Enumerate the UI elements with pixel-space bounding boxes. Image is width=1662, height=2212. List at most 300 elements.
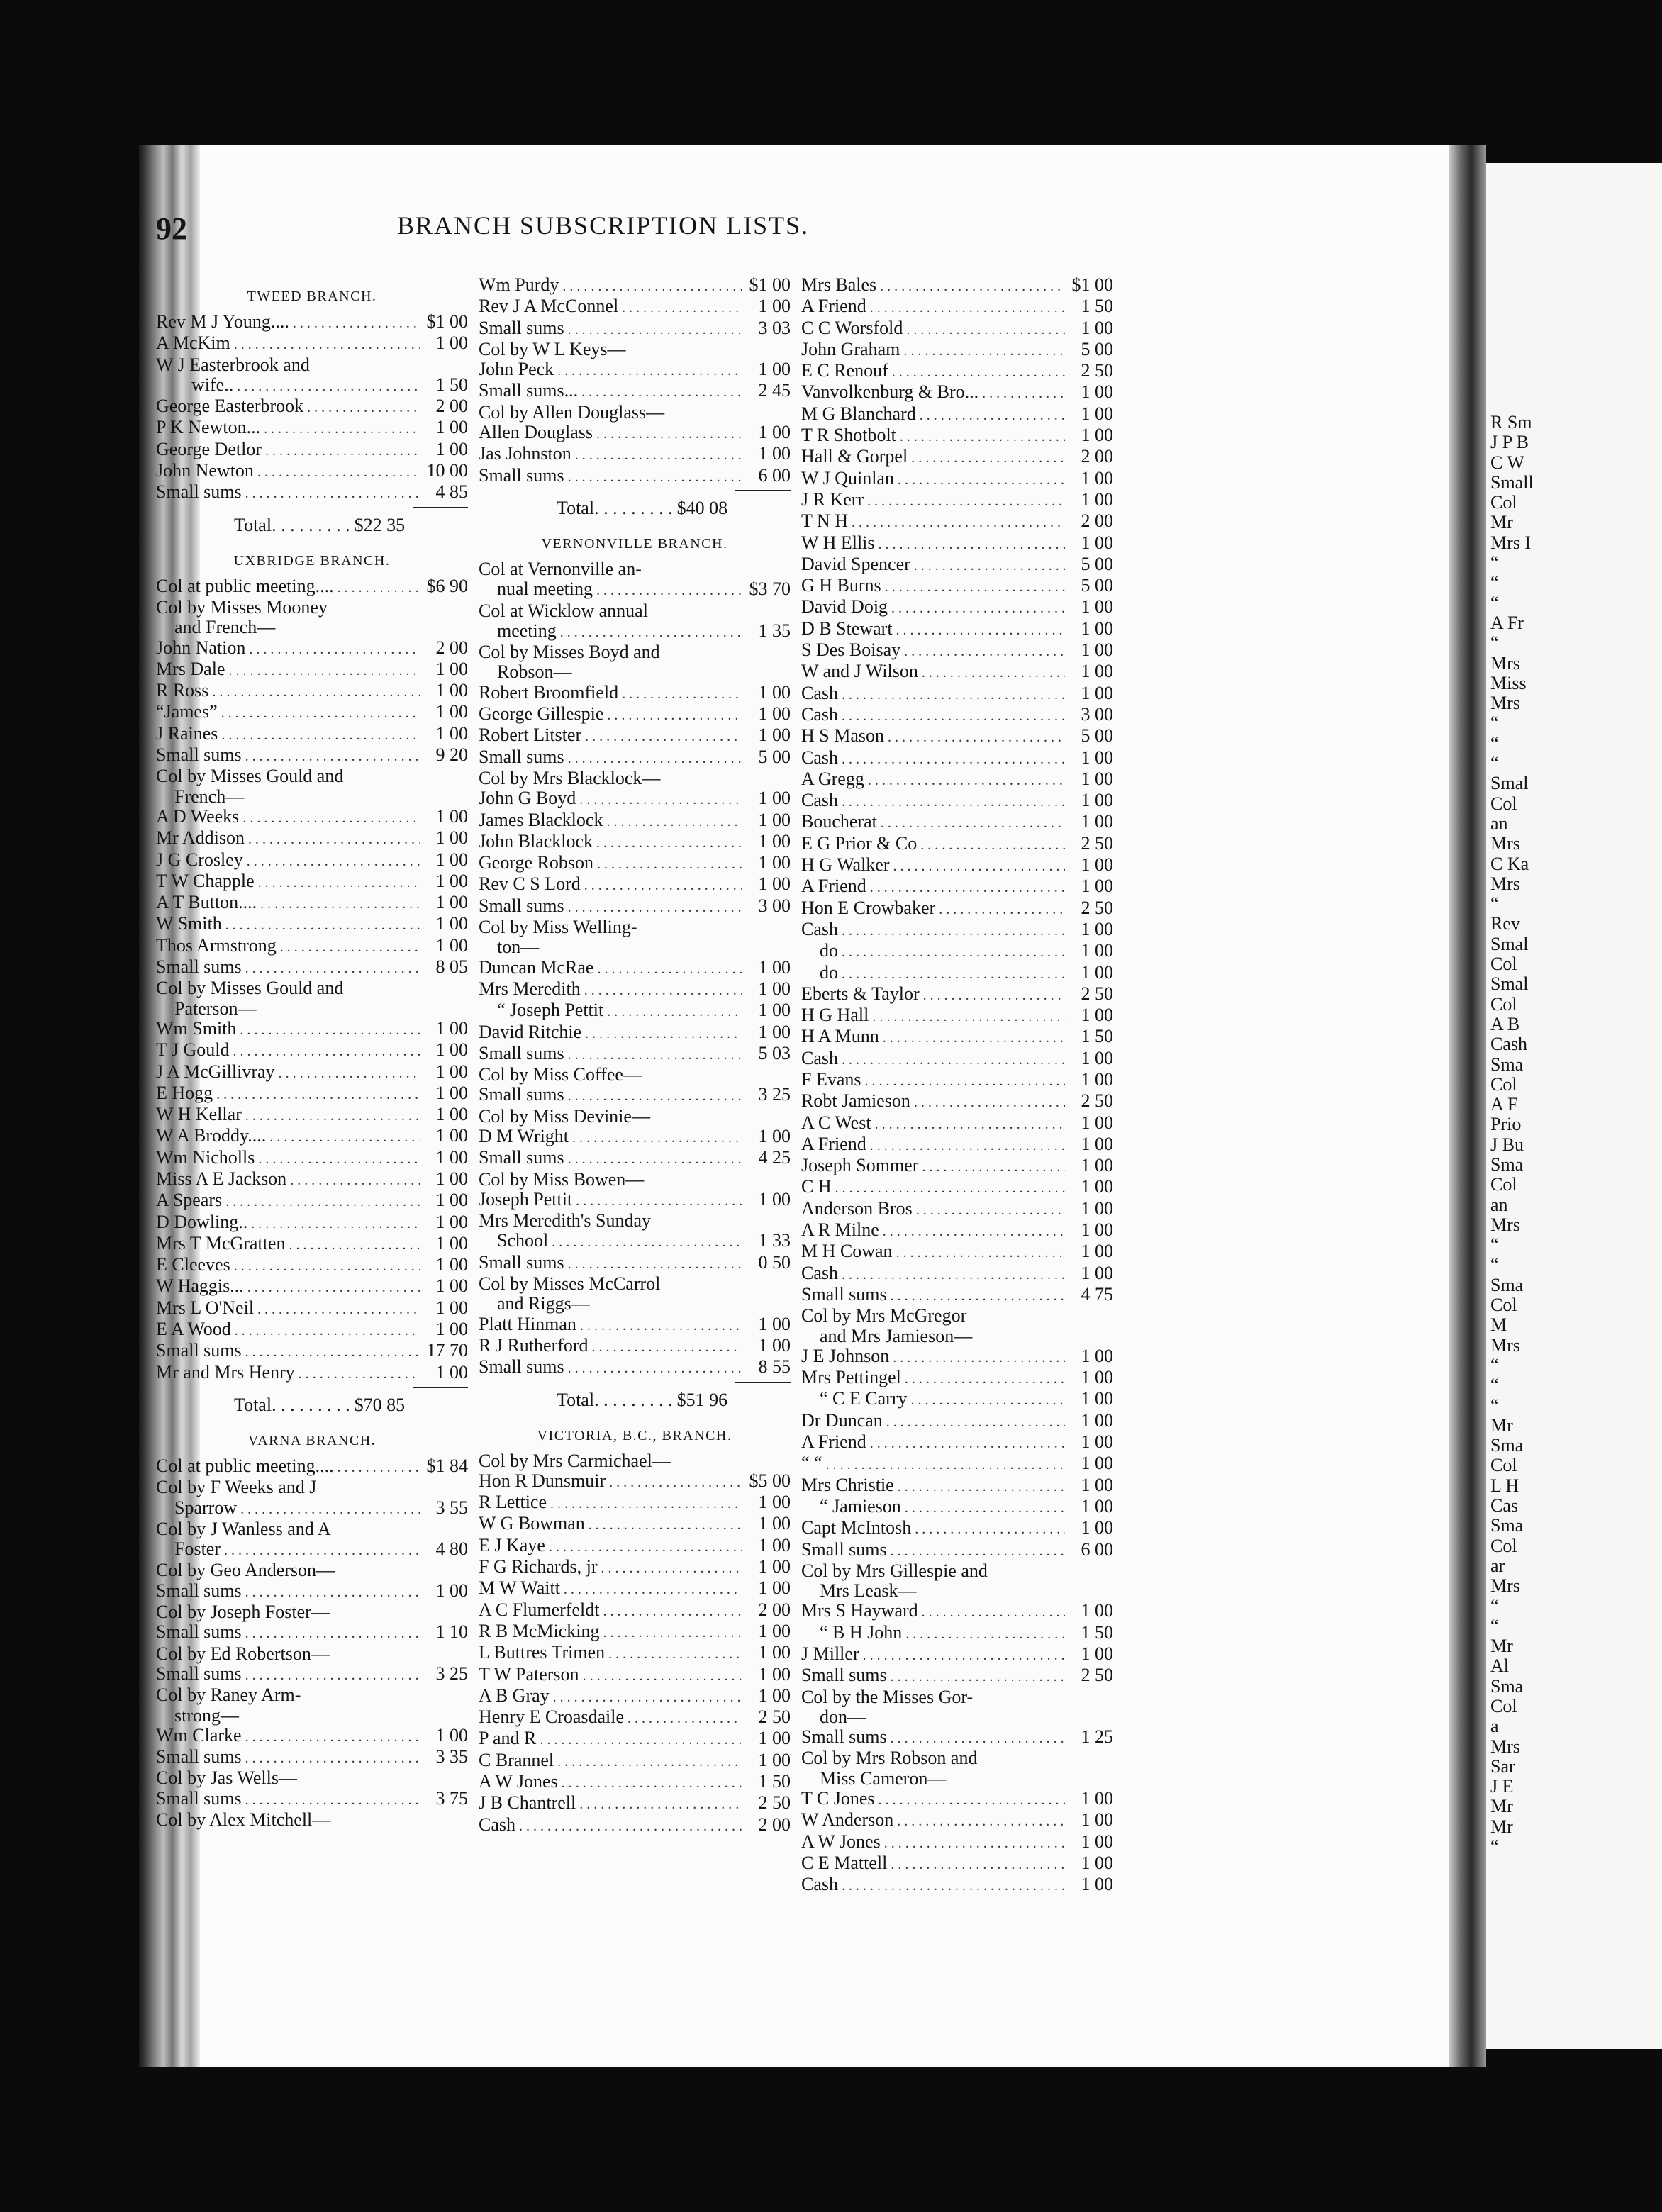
donation-amount: 1 00: [435, 1254, 468, 1275]
subscription-entry: [801, 1665, 1113, 1687]
subscription-entry: [156, 461, 468, 482]
subscription-entry: [156, 1083, 468, 1105]
collector-line: Col by Geo Anderson—: [156, 1560, 335, 1581]
next-page-line: “: [1490, 1595, 1499, 1616]
subscription-entry: [156, 828, 468, 849]
subscription-entry: [801, 1518, 1113, 1539]
donor-name: Cash . . .: [801, 1263, 1065, 1285]
donor-name: T W Paterson . . .: [479, 1665, 742, 1686]
donor-name: E Cleeves . . .: [156, 1255, 420, 1276]
subscription-entry: [801, 1453, 1113, 1475]
subscription-entry: [801, 1368, 1113, 1389]
next-page-line: Mrs: [1490, 1575, 1520, 1597]
donor-name: Cash . . .: [801, 748, 1065, 769]
donor-name: Mrs T McGratten . . .: [156, 1234, 420, 1255]
donor-name: Small sums . . .: [156, 745, 420, 766]
subscription-entry: [479, 1772, 791, 1793]
donor-name: T C Jones . . .: [801, 1789, 1065, 1810]
donation-amount: 1 00: [435, 1168, 468, 1189]
donor-name: A C Flumerfeldt . . .: [479, 1600, 742, 1621]
subscription-entry: [479, 1643, 791, 1664]
subscription-entry: [801, 726, 1113, 747]
donor-name: Small sums . . .: [156, 482, 420, 503]
donation-amount: 1 50: [758, 1771, 791, 1792]
subscription-entry: [801, 597, 1113, 618]
donor-name: Dr Duncan . . .: [801, 1411, 1065, 1432]
donation-amount: 1 00: [1081, 1155, 1113, 1176]
next-page-line: Smal: [1490, 773, 1529, 794]
donor-name: M W Waitt . . .: [479, 1578, 742, 1599]
donation-amount: 1 00: [435, 1580, 468, 1601]
donor-name: Mrs Bales . . .: [801, 275, 1065, 296]
donation-amount: $1 84: [426, 1455, 468, 1476]
subscription-entry: [801, 791, 1113, 812]
donor-name: A C West . . .: [801, 1113, 1065, 1134]
next-page-line: Miss: [1490, 672, 1527, 693]
donation-amount: 1 00: [435, 1061, 468, 1082]
subscription-entry: [801, 683, 1113, 705]
subscription-entry: [801, 1177, 1113, 1198]
collector-line: Col by Allen Douglass—: [479, 401, 665, 423]
donation-amount: 1 00: [1081, 811, 1113, 832]
donor-name: Robert Broomfield . . .: [479, 683, 742, 704]
subscription-entry: [156, 1319, 468, 1341]
next-page-line: Col: [1490, 492, 1517, 513]
collector-line: Col by Mrs McGregor: [801, 1305, 967, 1326]
donation-amount: 1 00: [758, 703, 791, 725]
donation-amount: 1 00: [758, 1021, 791, 1042]
next-page-line: A F: [1490, 1094, 1518, 1115]
donor-name: J A McGillivray . . .: [156, 1062, 420, 1083]
donor-name: W and J Wilson . . .: [801, 661, 1065, 683]
donor-name: D B Stewart . . .: [801, 619, 1065, 640]
donation-amount: 1 50: [1081, 296, 1113, 317]
donor-name: W H Ellis . . .: [801, 533, 1065, 554]
subscription-entry: [156, 1212, 468, 1234]
donation-amount: 8 05: [435, 956, 468, 978]
total-leader: . . . . . . . . .: [594, 497, 673, 518]
donation-amount: 1 00: [1081, 1005, 1113, 1026]
subscription-entry: [156, 1276, 468, 1297]
donor-name: A W Jones . . .: [479, 1772, 742, 1793]
collector-line: Col by W L Keys—: [479, 338, 626, 359]
donor-name: J Raines . . .: [156, 724, 420, 745]
next-page-line: Sma: [1490, 1154, 1524, 1175]
donation-amount: 1 00: [435, 1039, 468, 1061]
branch-heading: VERNONVILLE BRANCH.: [541, 535, 728, 552]
subscription-entry: [156, 1498, 468, 1519]
donation-amount: 2 00: [1081, 446, 1113, 467]
donor-name: E J Kaye . . .: [479, 1536, 742, 1557]
donation-amount: 1 00: [1081, 1453, 1113, 1474]
donation-amount: 1 35: [758, 620, 791, 641]
subscription-entry: [156, 482, 468, 503]
donor-name: T R Shotbolt . . .: [801, 425, 1065, 447]
donor-name: James Blacklock . . .: [479, 810, 742, 832]
donor-name: Small sums . . .: [479, 747, 742, 769]
next-page-line: “: [1490, 552, 1499, 574]
next-page-line: L H: [1490, 1475, 1519, 1496]
donation-amount: 1 00: [1081, 596, 1113, 618]
donor-name: P K Newton... . . .: [156, 418, 420, 439]
subscription-entry: [156, 1298, 468, 1319]
subscription-entry: [801, 1389, 1113, 1410]
donor-name: E Hogg . . .: [156, 1083, 420, 1105]
donation-amount: 1 00: [1081, 1133, 1113, 1154]
donor-name: W Anderson . . .: [801, 1810, 1065, 1831]
next-page-line: a: [1490, 1716, 1499, 1737]
next-page-line: Mr: [1490, 1816, 1513, 1837]
subscription-entry: [801, 425, 1113, 447]
subscription-entry: [156, 1747, 468, 1768]
donation-amount: 1 00: [758, 1620, 791, 1641]
donor-name: Small sums . . .: [156, 957, 420, 978]
donation-amount: 5 03: [758, 1042, 791, 1063]
next-page-line: J P B: [1490, 432, 1529, 453]
subscription-entry: [156, 724, 468, 745]
total-leader: . . . . . . . . .: [594, 1389, 673, 1410]
next-page-line: A Fr: [1490, 612, 1524, 633]
subscription-entry: [801, 1027, 1113, 1048]
next-page-line: “: [1490, 632, 1499, 654]
donation-amount: 1 00: [435, 417, 468, 438]
subscription-entry: [156, 1456, 468, 1478]
donation-amount: 1 00: [1081, 854, 1113, 876]
next-page-line: Cash: [1490, 1034, 1527, 1055]
next-page-line: Col: [1490, 1696, 1517, 1716]
subscription-entry: [801, 296, 1113, 318]
donor-name: Mr and Mrs Henry . . .: [156, 1363, 420, 1384]
subscription-entry: [156, 957, 468, 978]
subscription-entry: [479, 423, 791, 444]
donor-name: John G Boyd . . .: [479, 788, 742, 810]
donation-amount: 1 00: [1081, 1068, 1113, 1090]
subscription-entry: [479, 747, 791, 769]
donation-amount: 1 00: [758, 1492, 791, 1513]
subscription-entry: [801, 1832, 1113, 1853]
subscription-entry: [801, 1005, 1113, 1027]
donor-name: School . . .: [497, 1231, 742, 1252]
next-page-line: R Sm: [1490, 412, 1532, 432]
donor-name: Small sums . . .: [156, 1622, 420, 1643]
donor-name: S Des Boisay . . .: [801, 640, 1065, 661]
subscription-entry: [801, 554, 1113, 576]
subscription-entry: [156, 396, 468, 418]
branch-heading: VICTORIA, B.C., BRANCH.: [537, 1427, 732, 1443]
next-page-line: Mrs: [1490, 1736, 1520, 1757]
donation-amount: 1 00: [1081, 918, 1113, 939]
subscription-entry: [156, 914, 468, 935]
next-page-line: Smal: [1490, 933, 1529, 954]
donation-amount: 1 50: [435, 374, 468, 395]
total-amount: $40 08: [676, 497, 728, 518]
subscription-entry: [156, 702, 468, 723]
donation-amount: 1 00: [758, 852, 791, 873]
donation-amount: 1 00: [435, 827, 468, 849]
next-page-line: Col: [1490, 954, 1517, 975]
donation-amount: 1 00: [435, 438, 468, 459]
donation-amount: 5 00: [1081, 338, 1113, 359]
donor-name: Wm Clarke . . .: [156, 1726, 420, 1747]
subscription-entry: [156, 1148, 468, 1169]
subscription-entry: [479, 704, 791, 725]
subscription-entry: [801, 1540, 1113, 1561]
donor-name: Mrs S Hayward . . .: [801, 1601, 1065, 1622]
subscription-entry: [801, 812, 1113, 833]
donation-amount: 1 00: [435, 870, 468, 891]
subscription-entry: [479, 1148, 791, 1169]
subscription-entry: [156, 850, 468, 871]
donor-name: A McKim . . .: [156, 333, 420, 354]
donation-amount: 1 00: [758, 1556, 791, 1577]
subscription-entry: [156, 659, 468, 681]
collector-line: Col by Joseph Foster—: [156, 1602, 330, 1623]
donor-name: Small sums . . .: [156, 1581, 420, 1602]
branch-heading: VARNA BRANCH.: [247, 1432, 377, 1448]
donor-name: Hon R Dunsmuir . . .: [479, 1471, 742, 1492]
donation-amount: 1 00: [758, 1642, 791, 1663]
donor-name: E A Wood . . .: [156, 1319, 420, 1341]
next-page-line: Sma: [1490, 1054, 1524, 1075]
donation-amount: 5 00: [1081, 575, 1113, 596]
donor-name: John Blacklock . . .: [479, 832, 742, 853]
donor-name: E C Renouf . . .: [801, 361, 1065, 382]
collector-line: and Mrs Jamieson—: [820, 1325, 973, 1346]
donor-name: “ “ . . .: [801, 1453, 1065, 1475]
donor-name: “ Jamieson . . .: [820, 1497, 1065, 1518]
subscription-entry: [479, 1000, 791, 1022]
donor-name: J G Crosley . . .: [156, 850, 420, 871]
donor-name: John Nation . . .: [156, 638, 420, 659]
subscription-entry: [479, 1357, 791, 1378]
next-page-line: Smal: [1490, 973, 1529, 995]
subscription-entry: [801, 1346, 1113, 1368]
subscription-entry: [801, 1789, 1113, 1810]
total-rule: [413, 1387, 468, 1388]
donation-amount: 1 00: [435, 805, 468, 827]
donation-amount: $1 00: [749, 274, 791, 295]
donation-amount: 1 00: [758, 978, 791, 999]
donor-name: Mrs Meredith . . .: [479, 979, 742, 1000]
donor-name: Small sums . . .: [479, 896, 742, 917]
donor-name: A T Button.... . . .: [156, 893, 420, 914]
subscription-entry: [801, 340, 1113, 361]
subscription-entry: [479, 359, 791, 381]
donation-amount: 1 00: [1081, 1788, 1113, 1809]
donor-name: David Spencer . . .: [801, 554, 1065, 576]
donor-name: Rev M J Young.... . . .: [156, 312, 420, 333]
subscription-entry: [479, 1336, 791, 1357]
donation-amount: 3 25: [758, 1084, 791, 1105]
donation-amount: 1 00: [435, 1017, 468, 1039]
donor-name: L Buttres Trimen . . .: [479, 1643, 742, 1664]
subscription-entry: [479, 466, 791, 487]
donation-amount: 1 00: [1081, 488, 1113, 510]
donation-amount: 6 00: [1081, 1538, 1113, 1560]
donation-amount: 2 50: [758, 1792, 791, 1814]
donor-name: C Brannel . . .: [479, 1750, 742, 1772]
collector-line: and French—: [174, 617, 276, 638]
total-leader: . . . . . . . . .: [272, 514, 350, 535]
subscription-entry: [156, 1062, 468, 1083]
donor-name: Duncan McRae . . .: [479, 958, 742, 979]
donation-amount: 1 00: [1081, 682, 1113, 703]
donation-amount: $1 00: [1071, 274, 1113, 295]
donation-amount: 1 00: [1081, 1262, 1113, 1283]
subscription-entry: [479, 579, 791, 601]
next-page-line: Mrs: [1490, 652, 1520, 674]
next-page-line: an: [1490, 1194, 1508, 1215]
next-page-line: M: [1490, 1314, 1507, 1336]
subscription-entry: [801, 1644, 1113, 1665]
donor-name: F G Richards, jr . . .: [479, 1557, 742, 1578]
donor-name: H A Munn . . .: [801, 1027, 1065, 1048]
donation-amount: 1 00: [435, 658, 468, 679]
donor-name: John Peck . . .: [479, 359, 742, 381]
donor-name: Small sums . . .: [801, 1285, 1065, 1306]
subscription-entry: [156, 638, 468, 659]
next-page-line: “: [1490, 1375, 1499, 1396]
donor-name: Small sums . . .: [801, 1727, 1065, 1748]
subscription-entry: [801, 619, 1113, 640]
collector-line: ton—: [497, 937, 540, 958]
total-rule: [413, 507, 468, 508]
subscription-entry: [801, 469, 1113, 490]
subscription-entry: [479, 1253, 791, 1274]
donation-amount: 1 00: [758, 725, 791, 746]
donor-name: Mr Addison . . .: [156, 828, 420, 849]
subscription-entry: [801, 1601, 1113, 1622]
subscription-entry: [479, 381, 791, 402]
donor-name: G H Burns . . .: [801, 576, 1065, 597]
subscription-entry: [479, 1514, 791, 1535]
subscription-entry: [801, 920, 1113, 941]
donation-amount: $6 90: [426, 575, 468, 596]
next-page-line: Sma: [1490, 1274, 1524, 1295]
donation-amount: 1 00: [435, 1190, 468, 1211]
subscription-entry: [156, 1255, 468, 1276]
donation-amount: 1 10: [435, 1621, 468, 1643]
next-page-line: C W: [1490, 452, 1524, 473]
collector-line: Col by Jas Wells—: [156, 1767, 297, 1789]
donor-name: T W Chapple . . .: [156, 871, 420, 893]
subscription-entry: [801, 1199, 1113, 1220]
subscription-entry: [479, 1022, 791, 1044]
donor-name: Platt Hinman . . .: [479, 1314, 742, 1336]
donation-amount: 1 00: [1081, 747, 1113, 768]
donation-amount: 4 75: [1081, 1283, 1113, 1305]
subscription-entry: [801, 941, 1113, 962]
collector-line: Col by Miss Devinie—: [479, 1105, 650, 1127]
collector-line: Col by Mrs Carmichael—: [479, 1450, 671, 1471]
subscription-entry: [156, 1040, 468, 1061]
donation-amount: 1 00: [1081, 1495, 1113, 1516]
subscription-entry: [156, 1190, 468, 1212]
donor-name: Capt McIntosh . . .: [801, 1518, 1065, 1539]
collector-line: Robson—: [497, 661, 572, 683]
donation-amount: 1 00: [1081, 1831, 1113, 1852]
donor-name: Mrs L O'Neil . . .: [156, 1298, 420, 1319]
donor-name: Vanvolkenburg & Bro... . . .: [801, 382, 1065, 403]
donation-amount: 2 50: [1081, 832, 1113, 854]
donation-amount: 1 00: [435, 913, 468, 934]
next-page-line: Mrs: [1490, 1214, 1520, 1235]
collector-line: don—: [820, 1706, 866, 1727]
subscription-entry: [156, 1726, 468, 1747]
donor-name: J R Kerr . . .: [801, 490, 1065, 511]
subscription-entry: [479, 1707, 791, 1728]
subscription-entry: [801, 1497, 1113, 1518]
donation-amount: 1 00: [758, 1513, 791, 1534]
donation-amount: 1 00: [758, 1728, 791, 1749]
donation-amount: 2 45: [758, 380, 791, 401]
subscription-entry: [801, 361, 1113, 382]
donor-name: Small sums... . . .: [479, 381, 742, 402]
subscription-entry: [479, 1665, 791, 1686]
next-page-line: Rev: [1490, 913, 1520, 934]
next-page-line: ar: [1490, 1555, 1505, 1576]
donor-name: Col at public meeting.... . . .: [156, 576, 420, 598]
subscription-entry: [801, 1475, 1113, 1497]
donor-name: Cash . . .: [801, 791, 1065, 812]
total-amount: $70 85: [354, 1394, 406, 1415]
branch-total: [156, 1391, 468, 1419]
donor-name: Cash . . .: [479, 1815, 742, 1836]
collector-line: Col by Misses Gould and: [156, 978, 344, 999]
donation-amount: 1 00: [1081, 425, 1113, 446]
subscription-entry: [156, 1105, 468, 1126]
donation-amount: 1 50: [1081, 1026, 1113, 1047]
subscription-entry: [479, 1127, 791, 1148]
donation-amount: 1 00: [1081, 317, 1113, 338]
subscription-entry: [479, 1815, 791, 1836]
subscription-entry: [156, 333, 468, 354]
total-rule: [735, 490, 791, 491]
subscription-entry: [479, 874, 791, 895]
subscription-entry: [801, 275, 1113, 296]
donation-amount: 1 00: [435, 934, 468, 956]
donor-name: A D Weeks . . .: [156, 807, 420, 828]
donor-name: W A Broddy.... . . .: [156, 1126, 420, 1147]
subscription-entry: [156, 1234, 468, 1255]
donor-name: A R Milne . . .: [801, 1220, 1065, 1241]
donation-amount: 1 00: [1081, 1643, 1113, 1664]
donor-name: Small sums . . .: [156, 1341, 420, 1362]
column-1: [156, 275, 468, 1830]
donor-name: J Miller . . .: [801, 1644, 1065, 1665]
next-page-line: “: [1490, 713, 1499, 734]
donor-name: David Doig . . .: [801, 597, 1065, 618]
donor-name: Robt Jamieson . . .: [801, 1091, 1065, 1112]
donor-name: Mrs Christie . . .: [801, 1475, 1065, 1497]
collector-line: Col at Wicklow annual: [479, 600, 648, 621]
total-label: Total: [234, 514, 272, 535]
donation-amount: 10 00: [426, 460, 468, 481]
next-page-line: Col: [1490, 1073, 1517, 1095]
donation-amount: $3 70: [749, 579, 791, 600]
donation-amount: 1 00: [758, 359, 791, 380]
donation-amount: 2 50: [1081, 983, 1113, 1004]
donation-amount: 4 25: [758, 1147, 791, 1168]
donor-name: E G Prior & Co . . .: [801, 834, 1065, 855]
next-page-line: “: [1490, 572, 1499, 593]
donation-amount: 1 00: [435, 1082, 468, 1103]
subscription-entry: [479, 1793, 791, 1814]
subscription-entry: [801, 1853, 1113, 1875]
next-page-line: Col: [1490, 993, 1517, 1015]
next-page-line: Col: [1490, 793, 1517, 814]
donation-amount: 9 20: [435, 744, 468, 766]
